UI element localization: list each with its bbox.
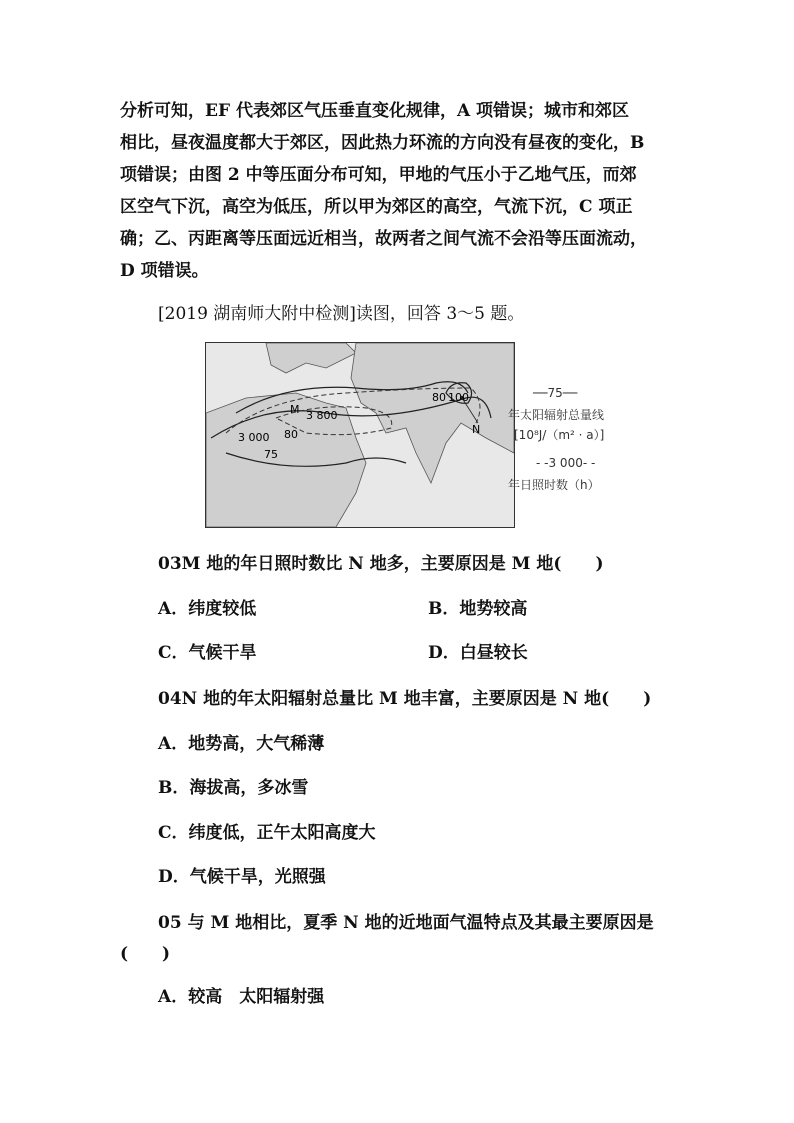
map-label-80-east: 80 bbox=[432, 391, 446, 404]
map-label-3800: 3 800 bbox=[306, 409, 338, 422]
legend-solid-sample: ──75── bbox=[533, 386, 578, 400]
question-03-option-b[interactable]: B．地势较高 bbox=[428, 599, 528, 619]
map-svg bbox=[206, 343, 514, 527]
explanation-line: 区空气下沉，高空为低压，所以甲为郊区的高空，气流下沉，C 项正 bbox=[120, 197, 633, 217]
legend-solid-label: 年太阳辐射总量线 bbox=[508, 408, 605, 422]
question-03-stem: 03M 地的年日照时数比 N 地多，主要原因是 M 地( ) bbox=[158, 554, 604, 574]
question-05-stem: 05 与 M 地相比，夏季 N 地的近地面气温特点及其最主要原因是 bbox=[158, 913, 654, 933]
question-03-option-a[interactable]: A．纬度较低 bbox=[158, 599, 257, 619]
map-label-n: N bbox=[472, 423, 481, 436]
question-03-option-c[interactable]: C．气候干旱 bbox=[158, 643, 257, 663]
question-05-option-a[interactable]: A．较高 太阳辐射强 bbox=[158, 987, 325, 1007]
question-04-option-c[interactable]: C．纬度低，正午太阳高度大 bbox=[158, 823, 376, 843]
map-label-100: 100 bbox=[448, 391, 469, 404]
question-04-option-b[interactable]: B．海拔高，多冰雪 bbox=[158, 778, 309, 798]
explanation-line: D 项错误。 bbox=[120, 261, 209, 281]
map-label-3000: 3 000 bbox=[238, 431, 270, 444]
question-03-option-d[interactable]: D．白昼较长 bbox=[428, 643, 528, 663]
landmass-africa bbox=[206, 393, 366, 527]
question-intro: [2019 湖南师大附中检测]读图，回答 3～5 题。 bbox=[158, 304, 525, 324]
legend-solid-unit: [10⁸J/（m² · a）] bbox=[514, 428, 605, 442]
explanation-line: 项错误；由图 2 中等压面分布可知，甲地的气压小于乙地气压，而郊 bbox=[120, 165, 637, 185]
question-04-option-d[interactable]: D．气候干旱，光照强 bbox=[158, 867, 326, 887]
explanation-line: 分析可知，EF 代表郊区气压垂直变化规律，A 项错误；城市和郊区 bbox=[120, 101, 630, 121]
question-04-option-a[interactable]: A．地势高，大气稀薄 bbox=[158, 734, 325, 754]
explanation-line: 确；乙、丙距离等压面远近相当，故两者之间气流不会沿等压面流动， bbox=[120, 229, 647, 249]
legend-dashed-sample: - -3 000- - bbox=[536, 456, 596, 470]
legend-dashed-value: 3 000 bbox=[548, 456, 583, 470]
map-figure bbox=[205, 342, 515, 528]
question-04-stem: 04N 地的年太阳辐射总量比 M 地丰富，主要原因是 N 地( ) bbox=[158, 689, 652, 709]
map-label-m: M bbox=[290, 403, 300, 416]
map-label-80: 80 bbox=[284, 428, 298, 441]
legend-dashed-label: 年日照时数（h） bbox=[508, 478, 600, 492]
question-05-answer-blank: ( ) bbox=[120, 944, 171, 964]
legend-solid-value: 75 bbox=[547, 386, 563, 400]
explanation-line: 相比，昼夜温度都大于郊区，因此热力环流的方向没有昼夜的变化，B bbox=[120, 133, 645, 153]
map-label-75: 75 bbox=[264, 448, 278, 461]
